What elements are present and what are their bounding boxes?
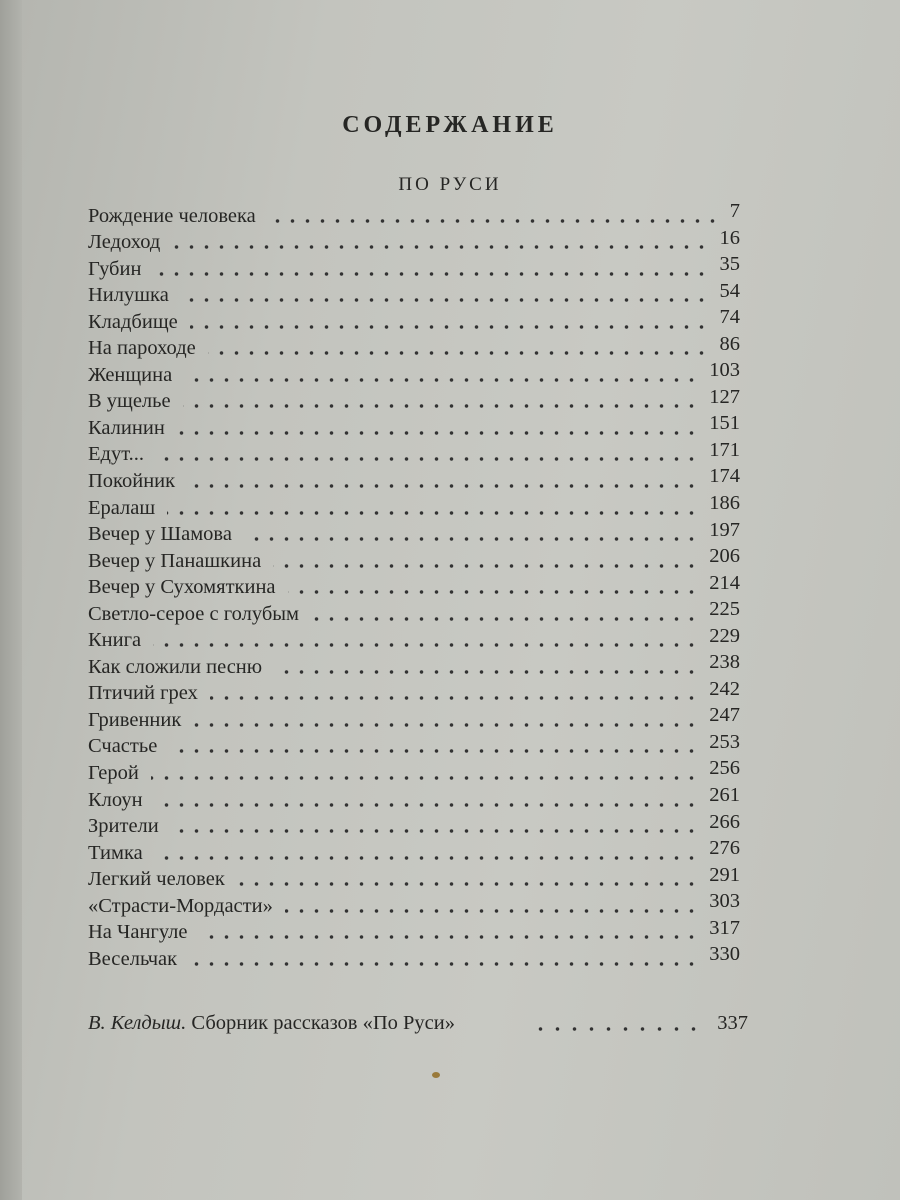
toc-entry <box>88 890 740 917</box>
dot-leader <box>183 403 699 409</box>
toc-entry <box>88 704 740 731</box>
dot-leader <box>156 456 699 462</box>
toc-entry-title: Женщина <box>88 363 173 386</box>
toc-entry-page-number: 317 <box>709 916 740 939</box>
dot-leader <box>244 536 699 542</box>
dot-leader <box>288 589 699 595</box>
table-of-contents <box>88 200 740 970</box>
toc-entry <box>88 200 740 227</box>
dot-leader <box>151 775 699 781</box>
dot-leader <box>208 350 709 356</box>
toc-entry-title: Легкий человек <box>88 868 225 891</box>
toc-entry-page-number: 16 <box>719 226 740 249</box>
toc-entry-page-number: 74 <box>719 306 740 329</box>
dot-leader <box>155 855 699 861</box>
toc-entry-title: Калинин <box>88 416 165 439</box>
toc-entry <box>88 306 740 333</box>
toc-entry-title: Нилушка <box>88 284 169 307</box>
toc-entry <box>88 784 740 811</box>
dot-leader <box>273 563 699 569</box>
toc-entry-page-number: 174 <box>709 465 740 488</box>
toc-entry-page-number: 186 <box>709 492 740 515</box>
dot-leader <box>189 961 699 967</box>
dot-leader <box>538 1026 702 1032</box>
toc-entry-title: Ералаш <box>88 496 156 519</box>
dot-leader <box>200 934 699 940</box>
dot-leader <box>237 881 699 887</box>
toc-entry <box>88 519 740 546</box>
toc-entry-page-number: 266 <box>709 810 740 833</box>
dot-leader <box>268 218 720 224</box>
toc-entry-page-number: 330 <box>709 943 740 966</box>
dot-leader <box>169 748 699 754</box>
toc-entry-page-number: 242 <box>709 677 740 700</box>
dot-leader <box>172 244 709 250</box>
toc-entry-title: Покойник <box>88 470 176 493</box>
toc-entry <box>88 439 740 466</box>
toc-entry-page-number: 206 <box>709 545 740 568</box>
toc-entry-title: Зрители <box>88 815 159 838</box>
toc-entry-page-number: 103 <box>709 359 740 382</box>
toc-entry-title: Книга <box>88 629 142 652</box>
toc-entry-title: Клоун <box>88 788 143 811</box>
toc-entry-title: Птичий грех <box>88 682 198 705</box>
afterword-text <box>88 1010 455 1036</box>
toc-entry-title: Тимка <box>88 841 143 864</box>
toc-entry-page-number: 151 <box>709 412 740 435</box>
dot-leader <box>274 669 699 675</box>
toc-entry-title: Герой <box>88 762 139 785</box>
toc-entry-page-number: 225 <box>709 598 740 621</box>
dot-leader <box>153 642 699 648</box>
dot-leader <box>311 616 699 622</box>
toc-entry <box>88 333 740 360</box>
toc-entry-page-number: 291 <box>709 863 740 886</box>
toc-entry-page-number: 247 <box>709 704 740 727</box>
toc-entry <box>88 572 740 599</box>
afterword-entry <box>88 1010 748 1040</box>
toc-entry <box>88 492 740 519</box>
toc-entry-page-number: 261 <box>709 784 740 807</box>
contents-heading: СОДЕРЖАНИЕ <box>342 112 558 138</box>
toc-entry-title: Как сложили песню <box>88 655 263 678</box>
toc-entry-title: Кладбище <box>88 310 178 333</box>
toc-entry <box>88 625 740 652</box>
toc-entry-page-number: 303 <box>709 890 740 913</box>
toc-entry <box>88 253 740 280</box>
dot-leader <box>193 722 699 728</box>
toc-entry-page-number: 127 <box>709 385 740 408</box>
toc-entry <box>88 757 740 784</box>
afterword-title: Сборник рассказов «По Руси» <box>191 1012 455 1034</box>
afterword-author: В. Келдыш. <box>88 1012 187 1034</box>
dot-leader <box>155 802 699 808</box>
toc-entry <box>88 359 740 386</box>
toc-entry-title: Рождение человека <box>88 204 256 227</box>
toc-entry-page-number: 7 <box>729 200 740 222</box>
toc-entry-page-number: 229 <box>709 624 740 647</box>
afterword-page-number: 337 <box>717 1012 748 1034</box>
toc-entry <box>88 731 740 758</box>
dot-leader <box>167 510 699 516</box>
toc-entry <box>88 837 740 864</box>
dot-leader <box>153 271 709 277</box>
toc-entry-page-number: 35 <box>719 253 740 276</box>
toc-entry <box>88 678 740 705</box>
toc-entry-title: Вечер у Сухомяткина <box>88 576 276 599</box>
paper-speck <box>432 1072 440 1078</box>
toc-entry-title: На Чангуле <box>88 921 188 944</box>
toc-entry <box>88 598 740 625</box>
toc-entry-title: В ущелье <box>88 390 171 413</box>
dot-leader <box>210 695 699 701</box>
toc-entry-title: Вечер у Шамова <box>88 523 232 546</box>
dot-leader <box>190 324 709 330</box>
toc-entry-title: Едут... <box>88 443 144 466</box>
dot-leader <box>177 430 699 436</box>
toc-entry <box>88 465 740 492</box>
dot-leader <box>187 483 699 489</box>
page-edge <box>0 0 22 1200</box>
section-title: ПО РУСИ <box>398 174 502 195</box>
toc-entry-title: Губин <box>88 257 142 280</box>
toc-entry-page-number: 276 <box>709 837 740 860</box>
toc-entry-title: Весельчак <box>88 947 178 970</box>
toc-entry-title: Ледоход <box>88 231 161 254</box>
toc-entry <box>88 545 740 572</box>
toc-entry <box>88 811 740 838</box>
dot-leader <box>181 297 709 303</box>
toc-entry <box>88 280 740 307</box>
toc-entry <box>88 943 740 970</box>
dot-leader <box>285 908 699 914</box>
toc-entry-page-number: 256 <box>709 757 740 780</box>
toc-entry-page-number: 197 <box>709 518 740 541</box>
toc-entry <box>88 386 740 413</box>
toc-entry <box>88 412 740 439</box>
toc-entry <box>88 917 740 944</box>
dot-leader <box>184 377 699 383</box>
toc-entry-title: Вечер у Панашкина <box>88 549 262 572</box>
toc-entry-title: «Страсти-Мордасти» <box>88 894 273 917</box>
toc-entry-title: Светло-серое с голубым <box>88 602 299 625</box>
toc-entry <box>88 651 740 678</box>
toc-entry-page-number: 86 <box>719 332 740 355</box>
toc-entry-title: Гривенник <box>88 708 182 731</box>
toc-entry-page-number: 253 <box>709 730 740 753</box>
toc-entry <box>88 864 740 891</box>
toc-entry-page-number: 214 <box>709 571 740 594</box>
toc-entry-title: На пароходе <box>88 337 196 360</box>
toc-entry-page-number: 171 <box>709 438 740 461</box>
toc-entry-page-number: 54 <box>719 279 740 302</box>
toc-entry <box>88 227 740 254</box>
toc-entry-page-number: 238 <box>709 651 740 674</box>
toc-entry-title: Счастье <box>88 735 158 758</box>
dot-leader <box>171 828 699 834</box>
